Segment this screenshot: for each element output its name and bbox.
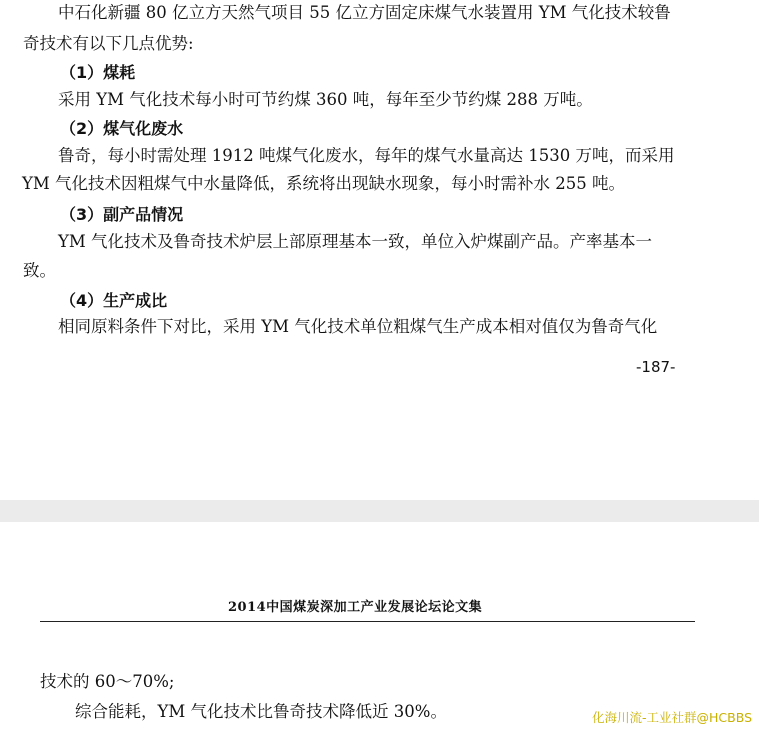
header-rule [40, 621, 695, 622]
section-2-heading: （2）煤气化废水 [60, 119, 184, 138]
intro-line-1: 中石化新疆 80 亿立方天然气项目 55 亿立方固定床煤气水装置用 YM 气化技术较鲁 [58, 3, 671, 22]
continued-line-2: 综合能耗，YM 气化技术比鲁奇技术降低近 30%。 [75, 702, 447, 721]
section-4-heading: （4）生产成比 [60, 291, 168, 310]
section-1-text: 采用 YM 气化技术每小时可节约煤 360 吨，每年至少节约煤 288 万吨。 [58, 90, 593, 109]
section-3-line-2: 致。 [23, 261, 56, 280]
watermark: 化海川流-工业社群@HCBBS [592, 710, 753, 725]
running-head: 2014中国煤炭深加工产业发展论坛论文集 [228, 600, 483, 615]
section-2-line-1: 鲁奇，每小时需处理 1912 吨煤气化废水，每年的煤气水量高达 1530 万吨，而采用 [58, 146, 675, 165]
section-3-line-1: YM 气化技术及鲁奇技术炉层上部原理基本一致，单位入炉煤副产品。产率基本一 [58, 232, 653, 251]
section-3-heading: （3）副产品情况 [60, 205, 184, 224]
section-1-heading: （1）煤耗 [60, 63, 136, 82]
section-2-line-2: YM 气化技术因粗煤气中水量降低，系统将出现缺水现象，每小时需补水 255 吨。 [22, 174, 626, 193]
page-number: -187- [636, 358, 676, 376]
page-separator [0, 500, 759, 522]
intro-line-2: 奇技术有以下几点优势: [23, 34, 194, 53]
section-4-line-1: 相同原料条件下对比，采用 YM 气化技术单位粗煤气生产成本相对值仅为鲁奇气化 [58, 317, 658, 336]
continued-line-1: 技术的 60～70%; [40, 672, 175, 691]
